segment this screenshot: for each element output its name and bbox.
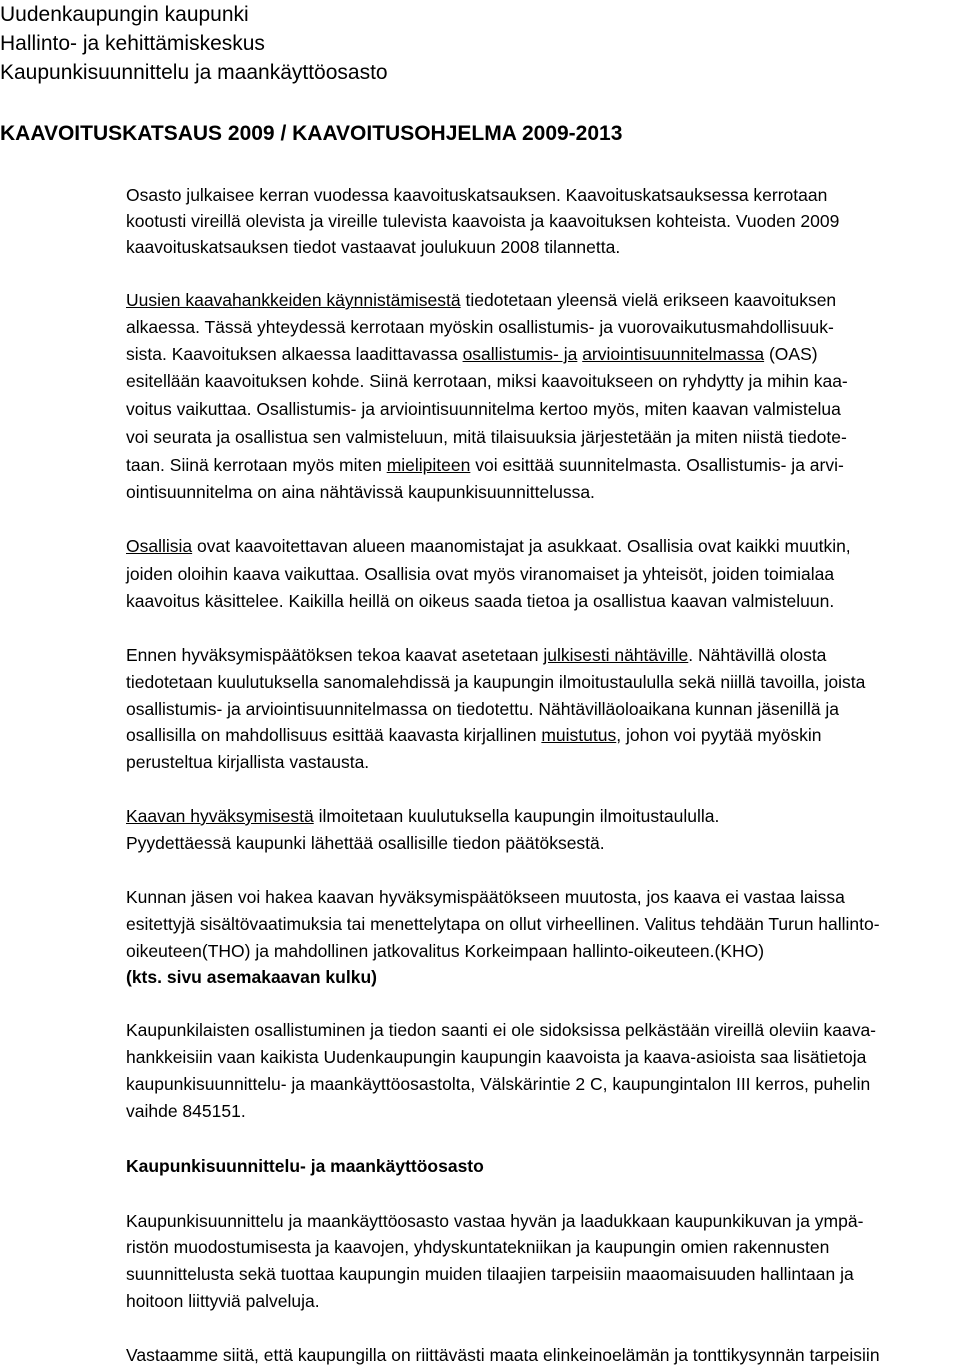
plan-start-line: ointisuunnitelma on aina nähtävissä kaupunkisuunnittelussa.	[126, 482, 595, 502]
public-display-line: osallisilla on mahdollisuus esittää kaavasta kirjallinen muistutus, johon voi pyytää myöskin	[126, 725, 822, 745]
plan-start-line: esitellään kaavoituksen kohde. Siinä kerrotaan, miksi kaavoitukseen on ryhdytty ja mihin kaa-	[126, 371, 848, 391]
plan-start-line: sista. Kaavoituksen alkaessa laadittavassa osallistumis- ja arviointisuunnitelmassa (OAS)	[126, 344, 818, 364]
approval-term: Kaavan hyväksymisestä	[126, 806, 314, 826]
appeal-line: Kunnan jäsen voi hakea kaavan hyväksymispäätökseen muutosta, jos kaava ei vastaa laissa	[126, 887, 845, 907]
duty-line: ristön muodostumisesta ja kaavojen, yhdyskuntatekniikan ja kaupungin omien rakennusten	[126, 1237, 830, 1257]
appeal-line: esitettyjä sisältövaatimuksia tai menettelytapa on ollut virheellinen. Valitus tehdään Turun hallinto-	[126, 914, 880, 934]
document-title: KAAVOITUSKATSAUS 2009 / KAAVOITUSOHJELMA 2009-2013	[0, 122, 623, 145]
public-display-line: perusteltua kirjallista vastausta.	[126, 752, 370, 772]
participants-line: kaavoitus käsittelee. Kaikilla heillä on oikeus saada tietoa ja osallistua kaavan valmisteluun.	[126, 591, 835, 611]
plan-start-line: taan. Siinä kerrotaan myös miten mielipiteen voi esittää suunnitelmasta. Osallistumis- ja arvi-	[126, 455, 844, 475]
public-display-line: osallistumis- ja arviointisuunnitelmassa on tiedotettu. Nähtävilläoloaikana kunnan jäsenillä ja	[126, 699, 840, 719]
citizens-line: kaupunkisuunnittelu- ja maankäyttöosastolta, Välskärintie 2 C, kaupungintalon III kerros, puhelin	[126, 1074, 871, 1094]
plan-start-line: voitus vaikuttaa. Osallistumis- ja arviointisuunnitelma kertoo myös, miten kaavan valmistelua	[126, 399, 841, 419]
citizens-line: hankkeisiin vaan kaikista Uudenkaupungin kaupungin kaavoista ja kaava-asioista saa lisätietoja	[126, 1047, 867, 1067]
participants-line: Osallisia ovat kaavoitettavan alueen maanomistajat ja asukkaat. Osallisia ovat kaikki muutkin,	[126, 536, 851, 556]
approval-line: Pyydettäessä kaupunki lähettää osallisille tiedon päätöksestä.	[126, 833, 605, 853]
appeal-reference: (kts. sivu asemakaavan kulku)	[126, 967, 377, 987]
public-display-line: Ennen hyväksymispäätöksen tekoa kaavat asetetaan julkisesti nähtäville. Nähtävillä olosta	[126, 645, 827, 665]
intro-line: kootusti vireillä olevista ja vireille tulevista kaavoista ja kaavoituksen kohteista. Vuoden 2009	[126, 211, 840, 231]
participants-term: Osallisia	[126, 536, 193, 556]
intro-line: Osasto julkaisee kerran vuodessa kaavoituskatsauksen. Kaavoituskatsauksessa kerrotaan	[126, 185, 828, 205]
public-display-line: tiedotetaan kuulutuksella sanomalehdissä ja kaupungin ilmoitustaululla sekä niillä tavoilla, joista	[126, 672, 866, 692]
public-display-term: julkisesti nähtäville	[543, 645, 689, 665]
approval-line: Kaavan hyväksymisestä ilmoitetaan kuulutuksella kaupungin ilmoitustaululla.	[126, 806, 720, 826]
section-heading: Kaupunkisuunnittelu- ja maankäyttöosasto	[126, 1156, 484, 1176]
reminder-term: muistutus	[541, 725, 617, 745]
participants-line: joiden oloihin kaava vaikuttaa. Osallisia ovat myös viranomaiset ja yhteisöt, joiden toimialaa	[126, 564, 835, 584]
duty-line: suunnittelusta sekä tuottaa kaupungin muiden tilaajien tarpeisiin maaomaisuuden hallintaan ja	[126, 1264, 854, 1284]
final-paragraph-line: Vastaamme siitä, että kaupungilla on riittävästi maata elinkeinoelämän ja tonttikysynnän tarpeisiin	[126, 1345, 880, 1365]
duty-line: Kaupunkisuunnittelu ja maankäyttöosasto vastaa hyvän ja laadukkaan kaupunkikuvan ja ympä-	[126, 1211, 864, 1231]
department-name: Kaupunkisuunnittelu ja maankäyttöosasto	[0, 61, 388, 84]
duty-line: hoitoon liittyviä palveluja.	[126, 1291, 320, 1311]
plan-start-term: Uusien kaavahankkeiden käynnistämisestä	[126, 290, 461, 310]
appeal-line: oikeuteen(THO) ja mahdollinen jatkovalitus Korkeimpaan hallinto-oikeuteen.(KHO)	[126, 941, 765, 961]
oas-term-assessment: arviointisuunnitelmassa	[582, 344, 765, 364]
intro-line: kaavoituskatsauksen tiedot vastaavat joulukuun 2008 tilannetta.	[126, 237, 621, 257]
citizens-line: Kaupunkilaisten osallistuminen ja tiedon saanti ei ole sidoksissa pelkästään vireillä oleviin kaava-	[126, 1020, 877, 1040]
oas-term-participation: osallistumis- ja	[462, 344, 578, 364]
opinion-term: mielipiteen	[386, 455, 471, 475]
plan-start-line: voi seurata ja osallistua sen valmisteluun, mitä tilaisuuksia järjestetään ja miten niistä tiedote-	[126, 427, 847, 447]
organization-name: Uudenkaupungin kaupunki	[0, 3, 249, 26]
center-name: Hallinto- ja kehittämiskeskus	[0, 32, 265, 55]
citizens-line: vaihde 845151.	[126, 1101, 246, 1121]
plan-start-line: Uusien kaavahankkeiden käynnistämisestä tiedotetaan yleensä vielä erikseen kaavoituksen	[126, 290, 837, 310]
plan-start-line: alkaessa. Tässä yhteydessä kerrotaan myöskin osallistumis- ja vuorovaikutusmahdollisuuk-	[126, 317, 834, 337]
